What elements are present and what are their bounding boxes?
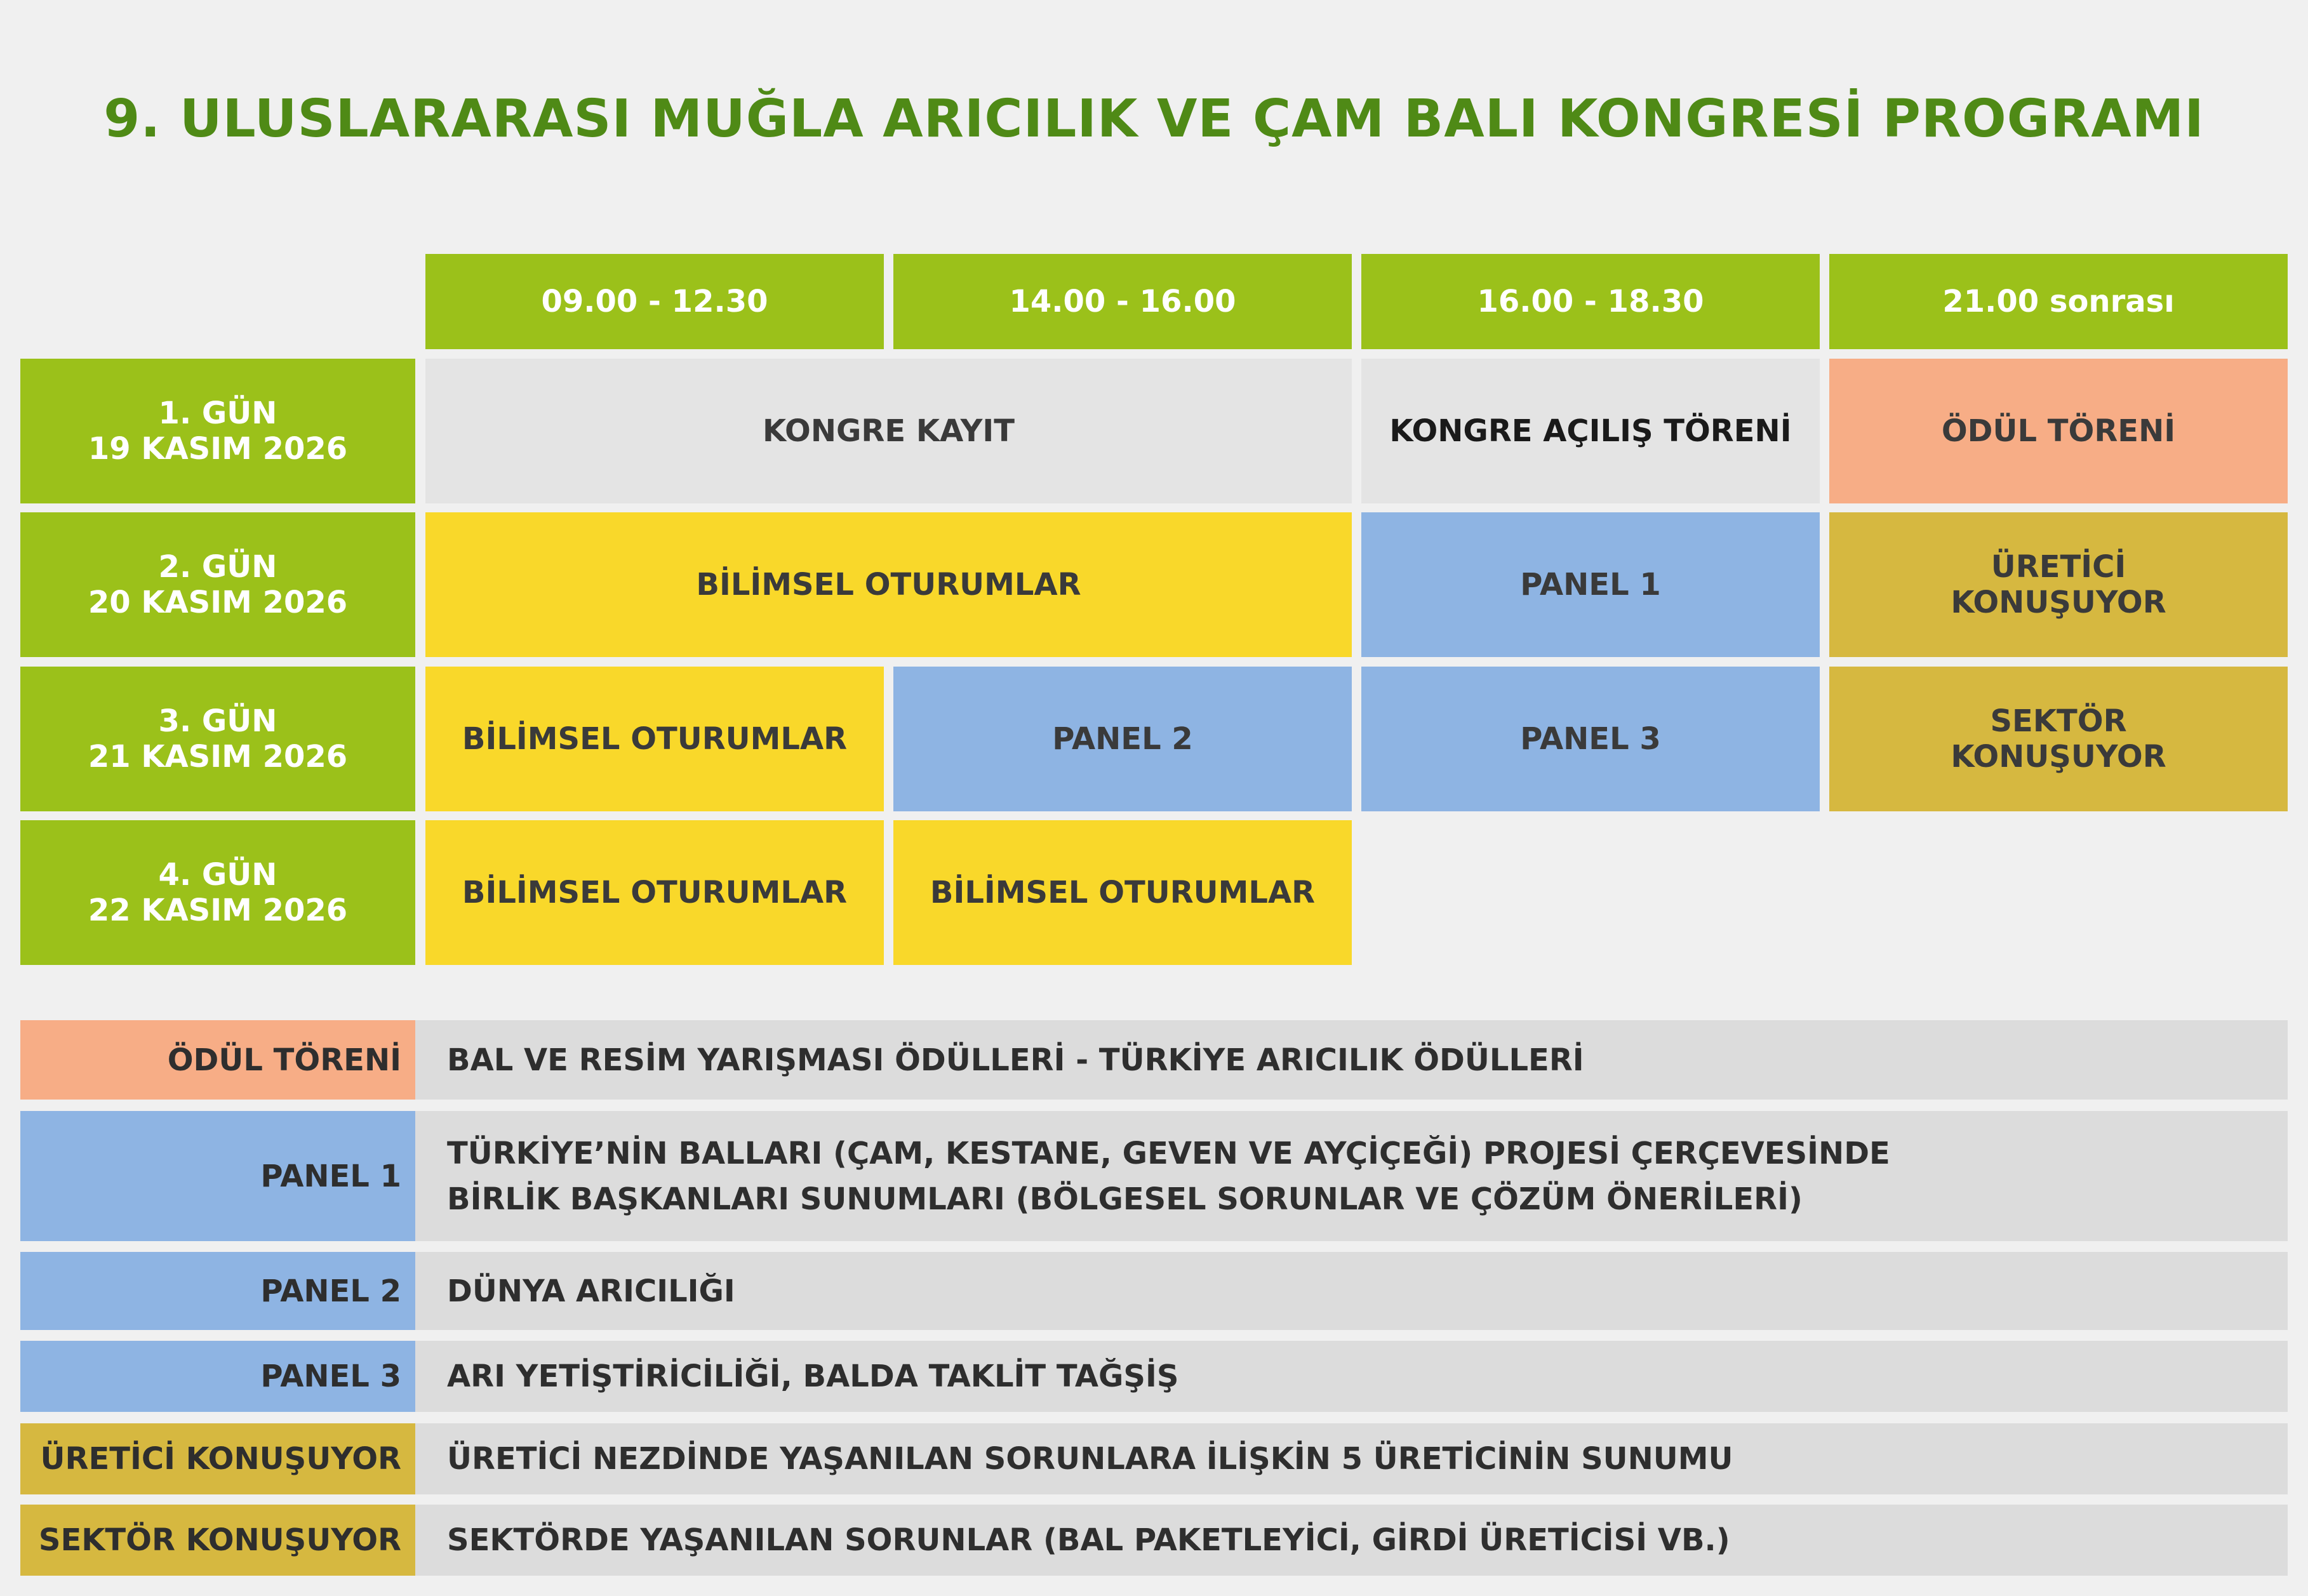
session-line: KONUŞUYOR — [1951, 585, 2166, 620]
legend-desc-line: TÜRKİYE’NİN BALLARI (ÇAM, KESTANE, GEVEN VE AYÇİÇEĞİ) PROJESİ ÇERÇEVESİNDE — [447, 1135, 1890, 1171]
day-number: 4. GÜN — [158, 857, 277, 893]
day-label-1 — [20, 359, 415, 503]
legend-desc-line: BAL VE RESİM YARIŞMASI ÖDÜLLERİ - TÜRKİYE ARICILIK ÖDÜLLERİ — [447, 1042, 1584, 1078]
session-odul-toreni: ÖDÜL TÖRENİ — [1829, 359, 2288, 503]
session-sektor-konusuyor — [1829, 667, 2288, 811]
day-date: 19 KASIM 2026 — [88, 431, 348, 467]
time-slot-header-3: 16.00 - 18.30 — [1361, 254, 1820, 349]
legend-desc-line: ARI YETİŞTİRİCİLİĞİ, BALDA TAKLİT TAĞŞİŞ — [447, 1359, 1179, 1394]
day-date: 22 KASIM 2026 — [88, 893, 348, 928]
legend-label-panel-1: PANEL 1 — [20, 1111, 415, 1241]
day-label-3 — [20, 667, 415, 811]
legend-desc-panel-2 — [415, 1252, 2288, 1330]
session-line: KONUŞUYOR — [1951, 739, 2166, 775]
time-slot-header-1: 09.00 - 12.30 — [425, 254, 884, 349]
day-label-4 — [20, 820, 415, 965]
day-label-2 — [20, 512, 415, 657]
legend-desc-line: SEKTÖRDE YAŞANILAN SORUNLAR (BAL PAKETLEYİCİ, GİRDİ ÜRETİCİSİ VB.) — [447, 1522, 1730, 1558]
legend-label-uretici-konusuyor: ÜRETİCİ KONUŞUYOR — [20, 1423, 415, 1494]
session-bilimsel-oturumlar-d4-2: BİLİMSEL OTURUMLAR — [893, 820, 1352, 965]
session-line: SEKTÖR — [1990, 703, 2127, 739]
session-bilimsel-oturumlar-d2: BİLİMSEL OTURUMLAR — [425, 512, 1352, 657]
session-kongre-kayit: KONGRE KAYIT — [425, 359, 1352, 503]
legend-label-sektor-konusuyor: SEKTÖR KONUŞUYOR — [20, 1505, 415, 1576]
session-panel-3: PANEL 3 — [1361, 667, 1820, 811]
page-title: 9. ULUSLARARASI MUĞLA ARICILIK VE ÇAM BALI KONGRESİ PROGRAMI — [103, 89, 2205, 149]
session-panel-2: PANEL 2 — [893, 667, 1352, 811]
legend-desc-panel-3 — [415, 1341, 2288, 1412]
session-panel-1: PANEL 1 — [1361, 512, 1820, 657]
legend-label-panel-3: PANEL 3 — [20, 1341, 415, 1412]
legend-desc-line: DÜNYA ARICILIĞI — [447, 1273, 735, 1309]
session-bilimsel-oturumlar-d4-1: BİLİMSEL OTURUMLAR — [425, 820, 884, 965]
day-number: 2. GÜN — [158, 549, 277, 585]
legend-desc-odul-toreni — [415, 1020, 2288, 1100]
legend-desc-panel-1 — [415, 1111, 2288, 1241]
legend-desc-line: BİRLİK BAŞKANLARI SUNUMLARI (BÖLGESEL SORUNLAR VE ÇÖZÜM ÖNERİLERİ) — [447, 1181, 1803, 1217]
day-number: 3. GÜN — [158, 703, 277, 739]
time-slot-header-2: 14.00 - 16.00 — [893, 254, 1352, 349]
day-date: 20 KASIM 2026 — [88, 585, 348, 620]
time-slot-header-4: 21.00 sonrası — [1829, 254, 2288, 349]
session-bilimsel-oturumlar-d3: BİLİMSEL OTURUMLAR — [425, 667, 884, 811]
day-date: 21 KASIM 2026 — [88, 739, 348, 775]
legend-label-panel-2: PANEL 2 — [20, 1252, 415, 1330]
session-kongre-acilis-toreni: KONGRE AÇILIŞ TÖRENİ — [1361, 359, 1820, 503]
session-line: ÜRETİCİ — [1991, 549, 2126, 585]
legend-desc-sektor-konusuyor — [415, 1505, 2288, 1576]
legend-label-odul-toreni: ÖDÜL TÖRENİ — [20, 1020, 415, 1100]
legend-desc-line: ÜRETİCİ NEZDİNDE YAŞANILAN SORUNLARA İLİŞKİN 5 ÜRETİCİNİN SUNUMU — [447, 1441, 1733, 1477]
session-uretici-konusuyor — [1829, 512, 2288, 657]
day-number: 1. GÜN — [158, 396, 277, 431]
legend-desc-uretici-konusuyor — [415, 1423, 2288, 1494]
